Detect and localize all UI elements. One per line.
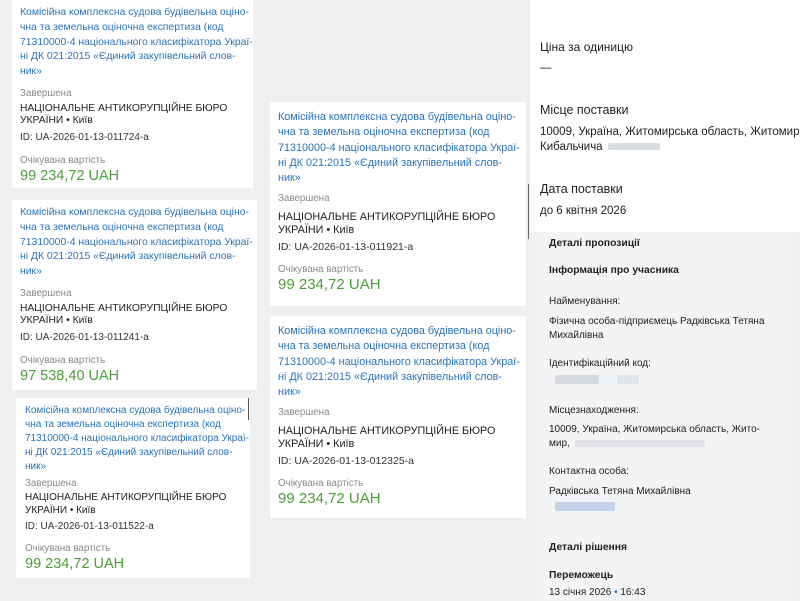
redacted-address [608, 143, 660, 150]
delivery-place-line1: 10009, Україна, Житомирська область, Житомир [540, 126, 800, 138]
participant-name-line2: Михайлівна [549, 330, 604, 341]
tender-id: ID: UA-2026-01-13-011522-a [25, 521, 154, 532]
unit-price-value: — [540, 62, 552, 74]
name-label: Найменування: [549, 296, 621, 307]
tender-card [270, 102, 526, 306]
expected-value-label: Очікувана вартість [25, 543, 111, 554]
tender-title-link[interactable]: Комісійна комплексна судова будівельна оціно- чна та земельна оціночна експертиза (код 71310000-4 національного класифікатора Украї- ні ДК 021:2015 «Єдиний закупівельний слов- ник» [278, 111, 520, 185]
expected-value-label: Очікувана вартість [278, 264, 364, 276]
redacted-location [575, 440, 705, 447]
expected-value: 99 234,72 UAH [20, 167, 120, 184]
unit-price-label: Ціна за одиницю [540, 40, 634, 54]
winner-label: Переможець [549, 570, 614, 581]
location-line2: мир, [549, 438, 570, 449]
expected-value: 99 234,72 UAH [278, 276, 381, 294]
expected-value-label: Очікувана вартість [20, 154, 106, 166]
redacted-code [617, 375, 639, 384]
expected-value: 99 234,72 UAH [25, 556, 125, 572]
tender-card [12, 200, 257, 390]
tender-id: ID: UA-2026-01-13-011921-a [278, 241, 414, 254]
tender-id: ID: UA-2026-01-13-011724-a [20, 131, 149, 143]
decision-details-header: Деталі рішення [549, 542, 627, 553]
proposal-details-panel [535, 232, 793, 601]
buyer-name: НАЦІОНАЛЬНЕ АНТИКОРУПЦІЙНЕ БЮРО УКРАЇНИ • Київ [20, 102, 228, 127]
tender-title-link[interactable]: Комісійна комплексна судова будівельна оціно- чна та земельна оціночна експертиза (код 71310000-4 національного класифікатора Украї- ні ДК 021:2015 «Єдиний закупівельний слов- ник» [20, 207, 253, 278]
delivery-place-label: Місце поставки [540, 103, 629, 117]
delivery-date-label: Дата поставки [540, 182, 623, 196]
code-label: Ідентифікаційний код: [549, 358, 651, 369]
redacted-contact [555, 502, 615, 511]
tender-id: ID: UA-2026-01-13-012325-a [278, 455, 414, 468]
scrollbar-track[interactable] [248, 398, 249, 420]
contact-name: Радківська Тетяна Михайлівна [549, 486, 691, 497]
tender-status: Завершена [278, 407, 330, 419]
contact-label: Контактна особа: [549, 466, 629, 477]
expected-value: 99 234,72 UAH [278, 490, 381, 508]
tender-id: ID: UA-2026-01-13-011241-a [20, 331, 149, 343]
tender-status: Завершена [20, 87, 72, 99]
buyer-name: НАЦІОНАЛЬНЕ АНТИКОРУПЦІЙНЕ БЮРО УКРАЇНИ • Київ [25, 492, 227, 516]
proposal-details-header: Деталі пропозиції [549, 238, 640, 249]
tender-status: Завершена [20, 287, 72, 299]
participant-info-header: Інформація про учасника [549, 265, 679, 276]
buyer-name: НАЦІОНАЛЬНЕ АНТИКОРУПЦІЙНЕ БЮРО УКРАЇНИ • Київ [20, 302, 228, 327]
delivery-date-value: до 6 квітня 2026 [540, 205, 627, 217]
tender-status: Завершена [25, 478, 77, 489]
buyer-name: НАЦІОНАЛЬНЕ АНТИКОРУПЦІЙНЕ БЮРО УКРАЇНИ • Київ [278, 425, 496, 450]
tender-status: Завершена [278, 193, 330, 205]
tender-title-link[interactable]: Комісійна комплексна судова будівельна оціно- чна та земельна оціночна експертиза (код 71310000-4 національного класифікатора Украї- ні ДК 021:2015 «Єдиний закупівельний слов- ник» [20, 7, 253, 78]
winner-date: 13 січня 2026 • 16:43 [549, 587, 646, 598]
location-line1: 10009, Україна, Житомирська область, Жито- [549, 424, 760, 435]
scrollbar-track[interactable] [528, 184, 529, 239]
buyer-name: НАЦІОНАЛЬНЕ АНТИКОРУПЦІЙНЕ БЮРО УКРАЇНИ • Київ [278, 211, 496, 236]
redacted-code [555, 375, 599, 384]
expected-value: 97 538,40 UAH [20, 367, 120, 384]
tender-title-link[interactable]: Комісійна комплексна судова будівельна оціно- чна та земельна оціночна експертиза (код 71310000-4 національного класифікатора Украї- ні ДК 021:2015 «Єдиний закупівельний слов- ник» [25, 405, 250, 472]
participant-name-line1: Фізична особа-підприємець Радківська Тетяна [549, 316, 765, 327]
tender-title-link[interactable]: Комісійна комплексна судова будівельна оціно- чна та земельна оціночна експертиза (код 71310000-4 національного класифікатора Украї- ні ДК 021:2015 «Єдиний закупівельний слов- ник» [278, 325, 520, 399]
expected-value-label: Очікувана вартість [20, 354, 106, 366]
delivery-place-line2: Кибальчича [540, 141, 603, 153]
tender-card [12, 0, 253, 188]
tender-card [16, 398, 250, 578]
location-label: Місцезнаходження: [549, 405, 639, 416]
expected-value-label: Очікувана вартість [278, 478, 364, 490]
tender-card [270, 316, 526, 518]
